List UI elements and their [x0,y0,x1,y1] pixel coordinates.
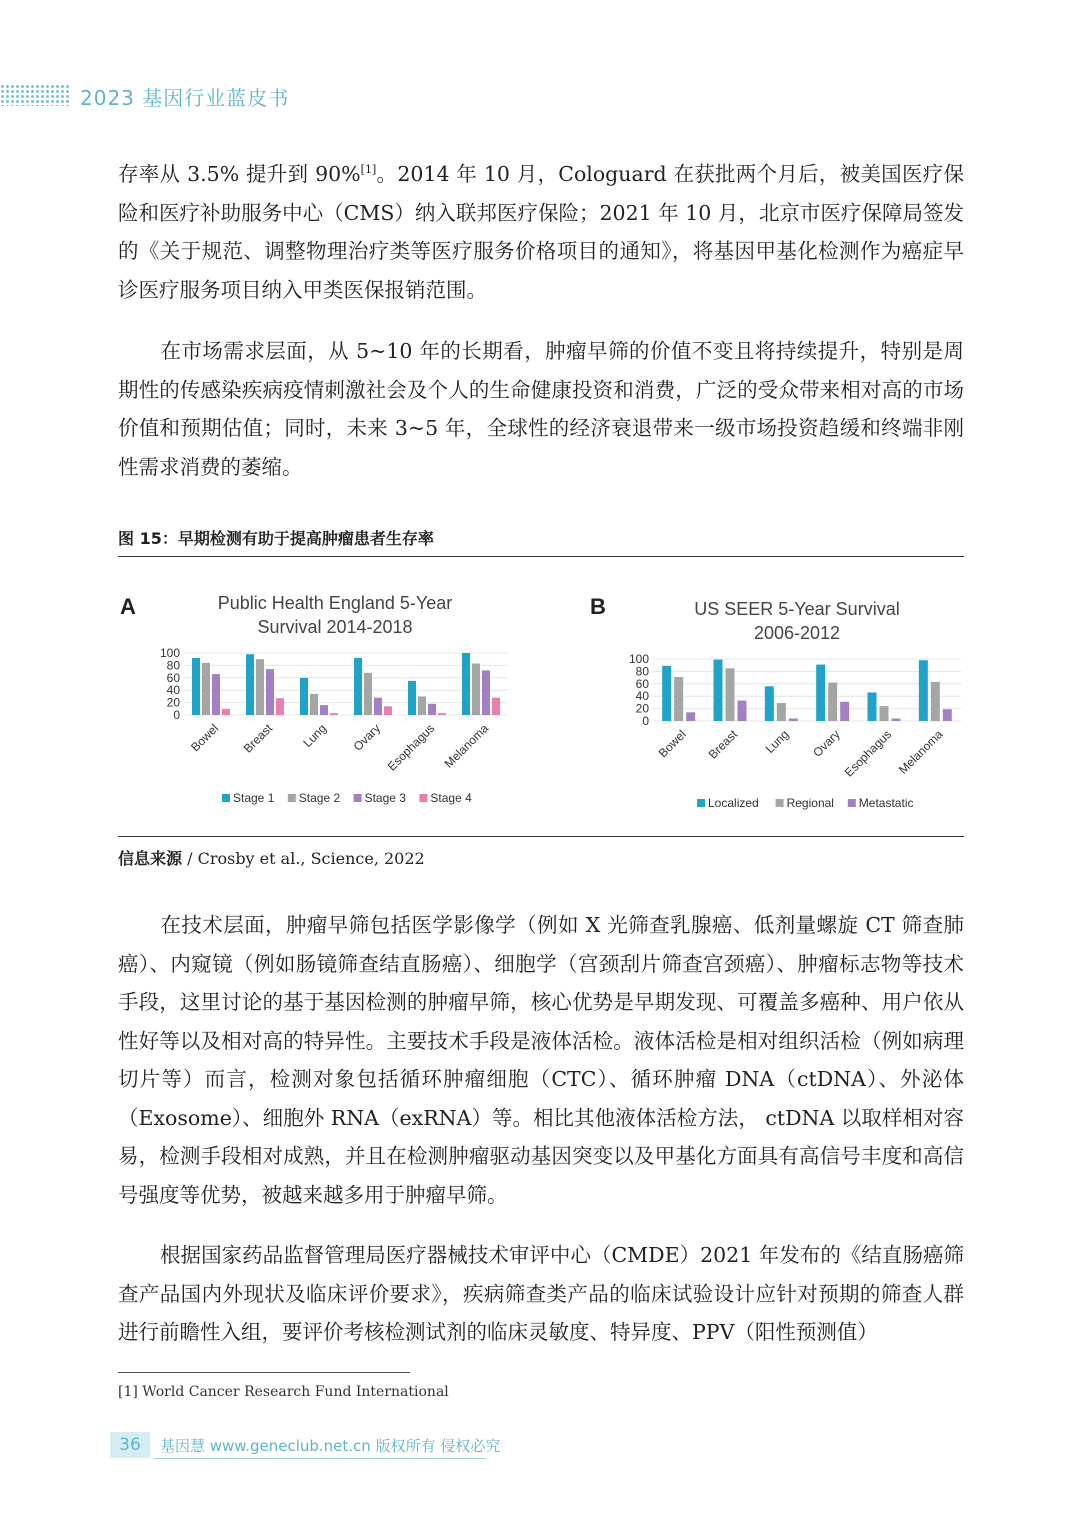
legend-swatch [848,799,856,807]
x-tick-label: Ovary [810,727,843,760]
paragraph-4 [118,1236,964,1352]
bar-stage-3-ovary [374,698,382,715]
x-tick-label: Melanoma [895,727,946,777]
legend-swatch [776,799,784,807]
bar-stage-4-lung [330,713,338,715]
legend-label: Stage 2 [298,791,341,805]
header-title: 2023 基因行业蓝皮书 [80,86,290,110]
paragraph-2 [118,332,964,486]
bar-regional-lung [777,703,786,721]
paragraph-1-start: 存率从 3.5% 提升到 90% [118,162,361,186]
legend-label: Regional [786,796,834,810]
bar-stage-2-lung [310,694,318,715]
paragraph-4-text: 根据国家药品监督管理局医疗器械技术审评中心（CMDE）2021 年发布的《结直肠癌筛查产品国内外现状及临床评价要求》，疾病筛查类产品的临床试验设计应针对预期的筛查人群进行前瞻性入组，要评价考核检测试剂的临床灵敏度、特异度、PPV（阳性预测值） [118,1243,964,1344]
bar-stage-3-breast [266,669,274,715]
chart-b [585,590,975,825]
legend-label: Metastatic [858,796,914,810]
bar-localized-bowel [662,666,671,721]
panel-letter: B [590,594,606,619]
bar-stage-4-bowel [222,709,230,715]
footnote: [1] World Cancer Research Fund International [118,1384,449,1400]
figure-source [118,846,425,869]
x-tick-label: Esophagus [841,727,895,780]
bar-metastatic-melanoma [943,709,952,721]
page-footer [110,1432,710,1460]
legend-swatch [354,794,362,802]
bar-stage-3-esophagus [428,704,436,715]
figure-caption: 图 15：早期检测有助于提高肿瘤患者生存率 [118,529,434,548]
header-dot-pattern [0,84,70,106]
source-label: 信息来源 [118,849,183,868]
y-tick-label: 40 [166,683,180,698]
bar-localized-ovary [816,665,825,721]
bar-stage-4-melanoma [492,698,500,715]
y-tick-label: 0 [642,714,649,728]
source-text: / Crosby et al., Science, 2022 [182,849,425,868]
bar-metastatic-esophagus [892,719,901,721]
bar-stage-3-bowel [212,674,220,715]
chart-title: 2006-2012 [753,623,841,643]
bar-stage-1-ovary [354,658,362,715]
legend-label: Localized [708,796,759,810]
legend-swatch [697,799,705,807]
x-tick-label: Breast [240,721,276,756]
bar-metastatic-bowel [686,712,695,721]
legend-label: Stage 4 [430,791,472,805]
bar-localized-melanoma [919,660,928,721]
page-header [0,80,600,110]
y-tick-label: 20 [166,695,180,710]
x-tick-label: Ovary [350,721,384,754]
bar-stage-2-bowel [202,663,210,715]
legend-swatch [288,794,296,802]
bar-stage-1-breast [246,654,254,715]
paragraph-3 [118,906,964,1214]
x-tick-label: Lung [762,727,792,757]
y-tick-label: 80 [635,664,649,679]
bar-regional-esophagus [880,706,889,721]
y-tick-label: 20 [635,701,649,716]
bar-stage-2-breast [256,659,264,715]
panel-letter: A [120,594,136,619]
legend-swatch [419,794,427,802]
bar-stage-2-ovary [364,673,372,715]
bar-metastatic-ovary [840,702,849,721]
bar-stage-1-esophagus [408,681,416,715]
footer-text: 基因慧 www.geneclub.net.cn 版权所有 侵权必究 [160,1437,501,1455]
paragraph-1-rest: 。2014 年 10 月，Cologuard 在获批两个月后，被美国医疗保险和医疗补助服务中心（CMS）纳入联邦医疗保险；2021 年 10 月，北京市医疗保障局签发的《关于规范、调整物理治疗类等医疗服务价格项目的通知》，将基因甲基化检测作为癌症早诊医疗服务项目纳入甲类医保报销范围。 [118,162,965,302]
footnote-ref[interactable]: [1] [360,163,377,177]
x-tick-label: Esophagus [384,721,438,774]
bar-metastatic-lung [789,719,798,721]
bar-stage-3-melanoma [482,670,490,715]
y-tick-label: 80 [166,658,180,673]
x-tick-label: Breast [705,727,741,762]
y-tick-label: 60 [166,670,180,685]
bar-metastatic-breast [738,701,747,721]
footer-line [154,1458,486,1459]
x-tick-label: Lung [300,721,330,751]
bar-stage-2-melanoma [472,664,480,715]
x-tick-label: Bowel [188,721,222,755]
paragraph-3-text: 在技术层面，肿瘤早筛包括医学影像学（例如 X 光筛查乳腺癌、低剂量螺旋 CT 筛查肺癌）、内窥镜（例如肠镜筛查结直肠癌）、细胞学（宫颈刮片筛查宫颈癌）、肿瘤标志物等技术手段，这里讨论的基于基因检测的肿瘤早筛，核心优势是早期发现、可覆盖多癌种、用户依从性好等以及相对高的特异性。主要技术手段是液体活检。液体活检是相对组织活检（例如病理切片等）而言，检测对象包括循环肿瘤细胞（CTC）、循环肿瘤 DNA（ctDNA）、外泌体（Exosome）、细胞外 RNA（exRNA）等。相比其他液体活检方法， ctDNA 以取样相对容易，检测手段相对成熟，并且在检测肿瘤驱动基因突变以及甲基化方面具有高信号丰度和高信号强度等优势，被越来越多用于肿瘤早筛。 [118,913,964,1207]
y-tick-label: 100 [628,652,649,666]
bar-localized-esophagus [868,692,877,721]
chart-title: Survival 2014-2018 [257,617,413,637]
y-tick-label: 60 [635,676,649,691]
bar-stage-2-esophagus [418,696,426,715]
bar-stage-1-lung [300,678,308,715]
bar-regional-bowel [674,677,683,721]
paragraph-1 [118,155,964,309]
bar-regional-ovary [828,683,837,721]
legend-swatch [222,794,230,802]
bar-stage-1-bowel [192,658,200,715]
footnote-rule [118,1372,410,1373]
y-tick-label: 0 [173,708,180,722]
page-number: 36 [110,1432,150,1458]
bar-regional-breast [726,668,735,721]
bar-stage-4-esophagus [438,713,446,715]
bar-stage-4-breast [276,698,284,715]
bar-regional-melanoma [931,682,940,721]
bar-localized-breast [714,660,723,721]
x-tick-label: Bowel [655,727,689,761]
y-tick-label: 40 [635,689,649,704]
bar-stage-3-lung [320,705,328,715]
y-tick-label: 100 [159,646,180,660]
x-tick-label: Melanoma [441,721,492,771]
bar-localized-lung [765,686,774,721]
bar-stage-4-ovary [384,706,392,715]
chart-a [118,580,548,820]
chart-title: US SEER 5-Year Survival [694,599,900,619]
paragraph-2-text: 在市场需求层面，从 5~10 年的长期看，肿瘤早筛的价值不变且将持续提升，特别是周期性的传感染疾病疫情刺激社会及个人的生命健康投资和消费，广泛的受众带来相对高的市场价值和预期估值；同时，未来 3~5 年，全球性的经济衰退带来一级市场投资趋缓和终端非刚性需求消费的萎缩。 [118,339,964,479]
figure-top-rule [118,556,964,557]
bar-stage-1-melanoma [462,653,470,715]
figure-bottom-rule [118,836,964,837]
legend-label: Stage 1 [233,791,275,805]
legend-label: Stage 3 [364,791,406,805]
chart-title: Public Health England 5-Year [217,593,453,613]
